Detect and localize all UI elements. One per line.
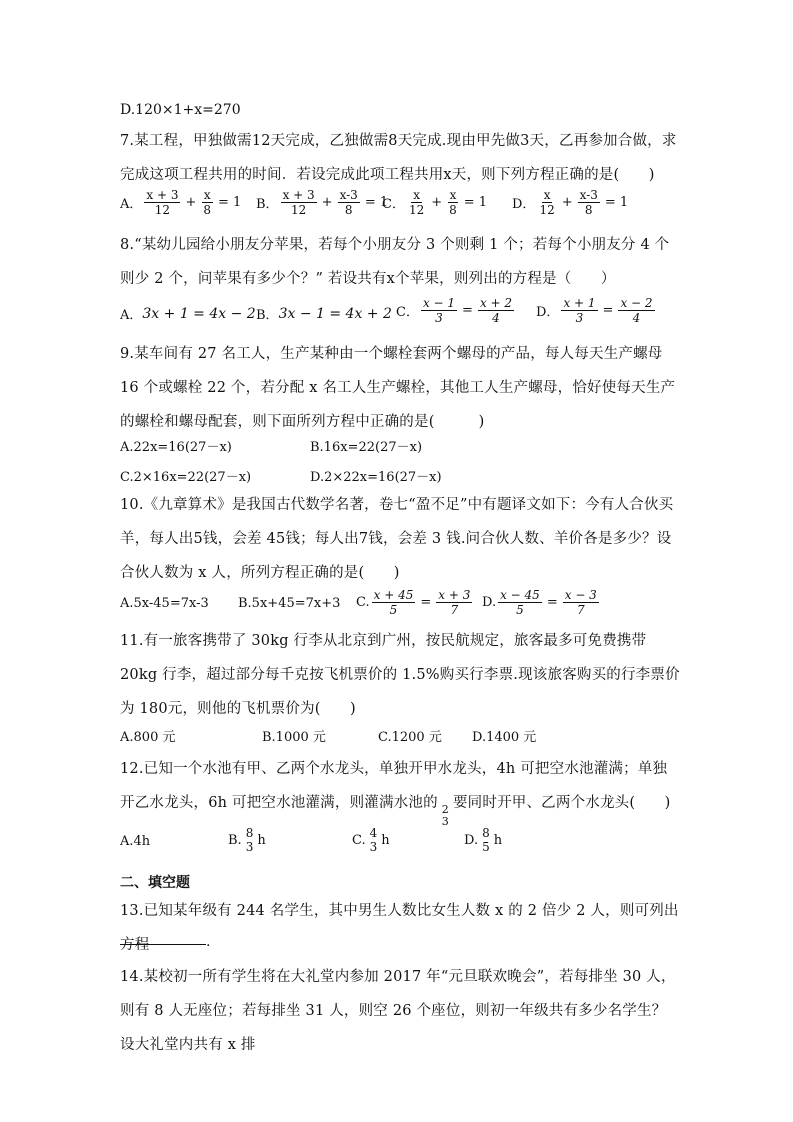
q13-answer-blank <box>120 944 206 945</box>
q11-option-d: D.1400 元 <box>472 730 537 745</box>
q7-stem: 7.某工程，甲独做需12天完成，乙独做需8天完成.现由甲先做3天，乙再参加合做，求完成这项工程共用的时间．若设完成此项工程共用x天，则下列方程正确的是( ) <box>120 133 677 183</box>
q12-stem: 12.已知一个水池有甲、乙两个水龙头，单独开甲水龙头，4h 可把空水池灌满；单独开乙水龙头，6h 可把空水池灌满，则灌满水池的 2 3 要同时开甲、乙两个水龙头( ) <box>120 761 671 828</box>
q12-options <box>120 826 720 862</box>
q8-option-b: B． 3x − 1 = 4x + 2 <box>256 305 392 323</box>
q10-stem: 10.《九章算术》是我国古代数学名著，卷七“盈不足”中有题译文如下：今有人合伙买羊，每人出5钱，会差 45钱；每人出7钱，会差 3 钱.问合伙人数、羊价各是多少？设合伙人数为 x 人，所列方程正确的是( ) <box>120 497 674 581</box>
q7-option-b: B． $\frac{x + 3}{12}$ + $\frac{x-3}{8}$ = 1 <box>256 188 389 217</box>
q9-stem: 9.某车间有 27 名工人，生产某种由一个螺栓套两个螺母的产品，每人每天生产螺母 16 个或螺栓 22 个，若分配 x 名工人生产螺栓，其他工人生产螺母，恰好使每天生产的螺栓和螺母配套，则下面所列方程中正确的是( ) <box>120 346 676 430</box>
q7-option-d: D． $\frac{x}{12}$ + $\frac{x-3}{8}$ = 1 <box>512 188 629 217</box>
q13-end-period: . <box>206 934 211 950</box>
q10-options <box>120 588 720 624</box>
q8-options <box>120 296 720 336</box>
q7-options <box>120 188 720 228</box>
q8-option-d: D． $\frac{x + 1}{3}$ = $\frac{x - 2}{4}$ <box>536 296 653 325</box>
q9-options-row2 <box>120 466 720 486</box>
q6-option-d: D.120×1+x=270 <box>120 102 241 118</box>
q8-option-c: C． $\frac{x - 1}{3}$ = $\frac{x + 2}{4}$ <box>396 296 513 325</box>
q12-option-c: C. 4 3 h <box>352 826 390 854</box>
q12-option-a: A.4h <box>120 834 151 849</box>
q10-option-c: C. $\frac{x + 45}{5}$ = $\frac{x + 3}{7}$ <box>356 588 471 617</box>
q9-option-d: D.2×22x=16(27－x) <box>310 470 442 485</box>
q13-stem: 13.已知某年级有 244 名学生，其中男生人数比女生人数 x 的 2 倍少 2 人，则可列出方程 <box>120 903 679 953</box>
q11-options <box>120 726 720 746</box>
q12-option-b: B. 8 3 h <box>228 826 266 854</box>
q10-option-d: D. $\frac{x - 45}{5}$ = $\frac{x - 3}{7}$ <box>482 588 597 617</box>
q7-option-a: A． $\frac{x + 3}{12}$ + $\frac{x}{8}$ = 1 <box>120 188 242 217</box>
q8-stem: 8.“某幼儿园给小朋友分苹果，若每个小朋友分 3 个则剩 1 个；若每个小朋友分 4 个则少 2 个，问苹果有多少个？” 若设共有x个苹果，则列出的方程是（ ） <box>120 237 670 287</box>
q14-stem: 14.某校初一所有学生将在大礼堂内参加 2017 年“元旦联欢晚会”，若每排坐 30 人，则有 8 人无座位；若每排坐 31 人，则空 26 个座位，则初一年级共有多少名学生？设大礼堂内共有 x 排 <box>120 969 676 1053</box>
q9-options-row1 <box>120 436 720 456</box>
q9-option-a: A.22x=16(27－x) <box>120 440 232 455</box>
section-heading-fill-in: 二、填空题 <box>120 875 190 891</box>
q10-option-a: A.5x-45=7x-3 <box>120 596 209 611</box>
q11-option-a: A.800 元 <box>120 730 176 745</box>
q11-stem: 11.有一旅客携带了 30kg 行李从北京到广州，按民航规定，旅客最多可免费携带 20kg 行李，超过部分每千克按飞机票价的 1.5%购买行李票.现该旅客购买的行李票价为 180元，则他的飞机票价为( ) <box>120 633 680 717</box>
q11-option-b: B.1000 元 <box>262 730 326 745</box>
q10-option-b: B.5x+45=7x+3 <box>238 596 341 611</box>
q9-option-b: B.16x=22(27－x) <box>310 440 423 455</box>
q8-option-a: A． 3x + 1 = 4x − 2 <box>120 305 256 323</box>
q11-option-c: C.1200 元 <box>378 730 442 745</box>
q12-option-d: D. 8 5 h <box>464 826 503 854</box>
q9-option-c: C.2×16x=22(27－x) <box>120 470 252 485</box>
q7-option-c: C． $\frac{x}{12}$ + $\frac{x}{8}$ = 1 <box>382 188 488 217</box>
